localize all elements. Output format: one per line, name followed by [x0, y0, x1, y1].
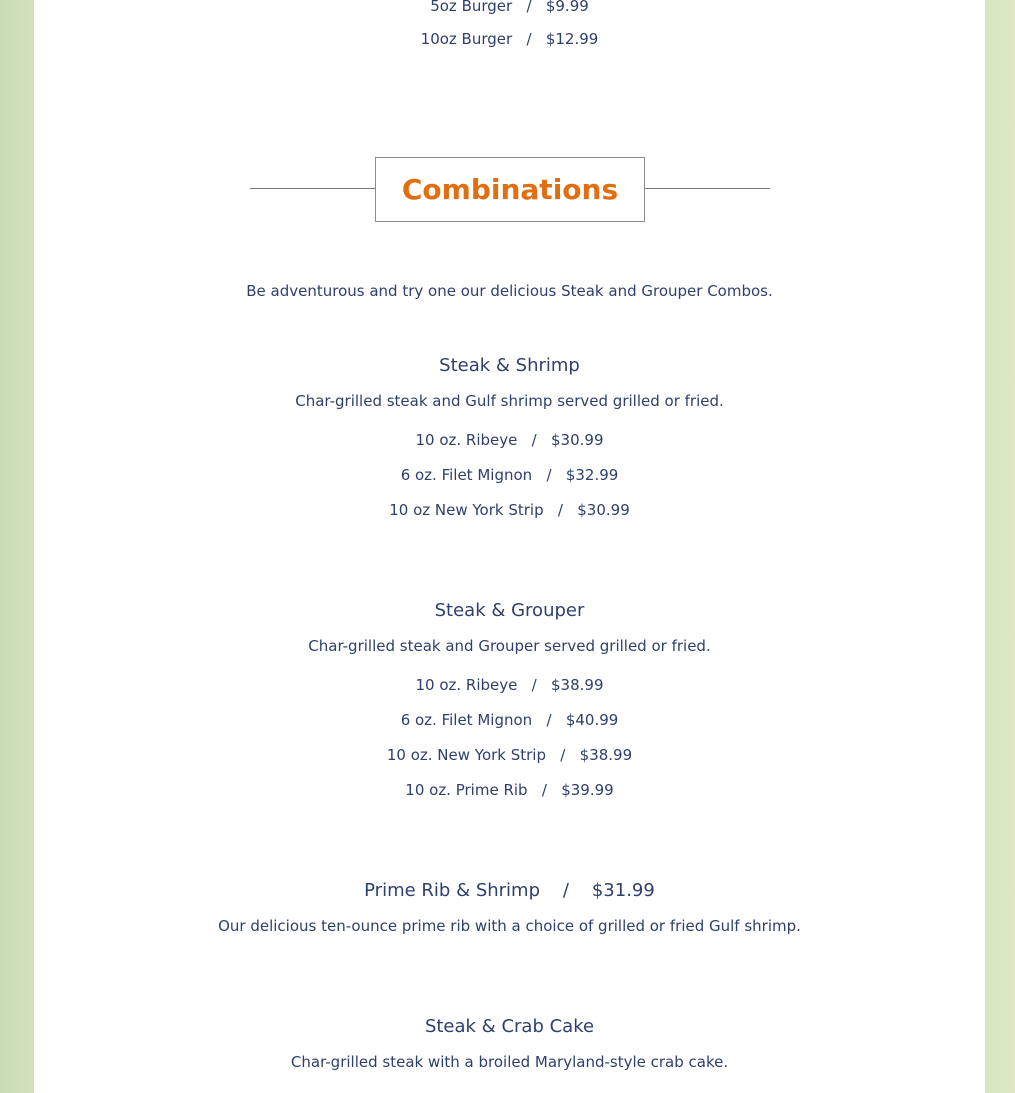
steak-crab-cake-description: Char-grilled steak with a broiled Maryland-style crab cake. [290, 1053, 729, 1071]
prime-rib-shrimp-description: Our delicious ten-ounce prime rib with a choice of grilled or fried Gulf shrimp. [218, 917, 801, 935]
menu-content-panel [34, 0, 985, 1093]
steak-grouper-option: 10 oz. Ribeye / $38.99 [415, 676, 604, 694]
steak-shrimp-option: 10 oz New York Strip / $30.99 [389, 501, 630, 519]
steak-grouper-description: Char-grilled steak and Grouper served grilled or fried. [308, 637, 711, 655]
burger-price-10oz: 10oz Burger / $12.99 [420, 30, 599, 48]
section-rule-left [250, 188, 376, 189]
steak-crab-cake-title: Steak & Crab Cake [424, 1016, 595, 1037]
steak-grouper-title: Steak & Grouper [434, 600, 585, 621]
steak-grouper-option: 10 oz. New York Strip / $38.99 [386, 746, 633, 764]
burger-price-5oz: 5oz Burger / $9.99 [430, 0, 589, 15]
section-rule-right [644, 188, 770, 189]
section-intro: Be adventurous and try one our delicious Steak and Grouper Combos. [246, 282, 773, 300]
steak-grouper-option: 10 oz. Prime Rib / $39.99 [405, 781, 614, 799]
section-header-box [375, 157, 645, 222]
steak-shrimp-title: Steak & Shrimp [439, 355, 580, 376]
steak-grouper-option: 6 oz. Filet Mignon / $40.99 [400, 711, 619, 729]
steak-shrimp-option: 10 oz. Ribeye / $30.99 [415, 431, 604, 449]
steak-shrimp-description: Char-grilled steak and Gulf shrimp served grilled or fried. [295, 392, 724, 410]
steak-shrimp-option: 6 oz. Filet Mignon / $32.99 [400, 466, 619, 484]
section-title: Combinations [401, 173, 619, 206]
prime-rib-shrimp-title: Prime Rib & Shrimp / $31.99 [364, 880, 655, 901]
